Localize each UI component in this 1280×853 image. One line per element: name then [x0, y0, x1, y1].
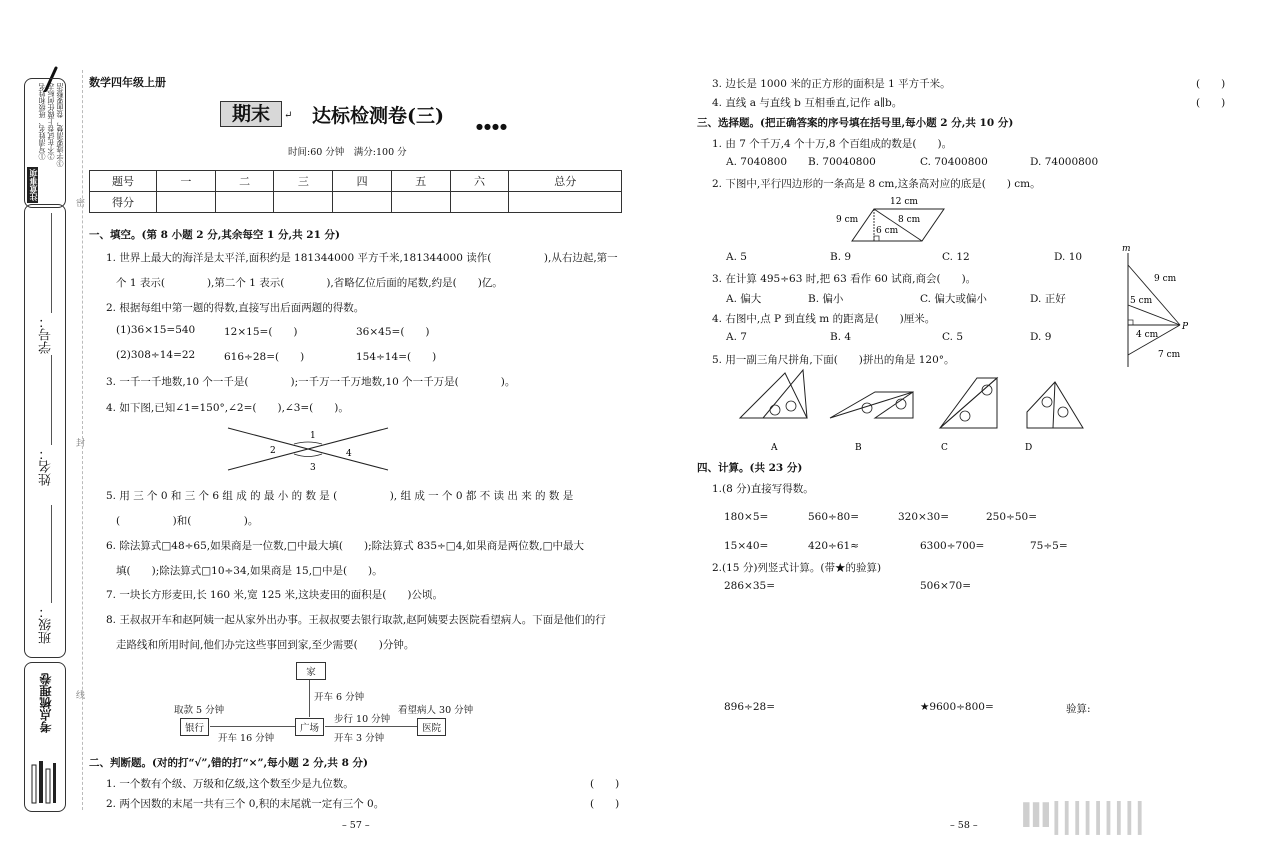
q8-line-1: 8. 王叔叔开车和赵阿姨一起从家外出办事。王叔叔要去银行取款,赵阿姨要去医院看望病人。下面是他们的行 — [106, 614, 606, 626]
choice-5: 5. 用一副三角尺拼角,下面( )拼出的角是 120°。 — [712, 354, 955, 366]
line-label-m: m — [1122, 244, 1131, 254]
route-time-bank-stay: 取款 5 分钟 — [174, 705, 225, 716]
time-info: 时间:60 分钟 满分:100 分 — [288, 147, 407, 158]
choice-3-opt-d[interactable]: D. 正好 — [1030, 293, 1066, 305]
choice-4: 4. 右图中,点 P 到直线 m 的距离是( )厘米。 — [712, 313, 936, 325]
q6-line-1: 6. 除法算式□48÷65,如果商是一位数,□中最大填( );除法算式 835÷□4,如果商是两位数,□中最大 — [106, 540, 584, 552]
angle-label-1: 1 — [310, 431, 316, 441]
judge-1-paren[interactable]: ( ) — [590, 778, 620, 790]
parallelogram-figure — [830, 193, 960, 247]
q2-row2-c: 154÷14=( ) — [356, 351, 437, 363]
triangle-rulers-figure — [735, 368, 1095, 458]
q5-line-1: 5. 用 三 个 0 和 三 个 6 组 成 的 最 小 的 数 是 ( ), 组 成 一 个 0 都 不 读 出 来 的 数 是 — [106, 490, 574, 502]
q1-line-2: 个 1 表示( ),第二个 1 表示( ),省略亿位后面的尾数,约是( )亿。 — [116, 277, 503, 289]
choice-4-opt-d[interactable]: D. 9 — [1030, 331, 1052, 343]
score-table — [89, 170, 622, 213]
route-time-bank-drive: 开车 16 分钟 — [218, 733, 275, 744]
page-title: 达标检测卷(三) — [312, 105, 444, 127]
choice-2: 2. 下图中,平行四边形的一条高是 8 cm,这条高对应的底是( ) cm。 — [712, 178, 1041, 190]
choice-3-opt-b[interactable]: B. 偏小 — [808, 293, 844, 305]
judge-2-paren[interactable]: ( ) — [590, 798, 620, 810]
route-time-drive: 开车 3 分钟 — [334, 733, 385, 744]
table-header-cell: 总分 — [509, 171, 622, 192]
pencils-icon — [29, 759, 59, 807]
table-header-cell: 题号 — [90, 171, 157, 192]
choice-5-label-a: A — [771, 443, 778, 453]
score-table-header-row — [90, 171, 622, 192]
judge-2: 2. 两个因数的末尾一共有三个 0,积的末尾就一定有三个 0。 — [106, 798, 385, 810]
table-header-cell: 一 — [157, 171, 216, 192]
line-label-4: 4 cm — [1136, 330, 1159, 340]
section-3-title: 三、选择题。(把正确答案的序号填在括号里,每小题 2 分,共 10 分) — [697, 117, 1014, 129]
table-header-cell: 六 — [450, 171, 509, 192]
choice-4-opt-b[interactable]: B. 4 — [830, 331, 852, 343]
score-cell[interactable] — [274, 192, 333, 213]
choice-1-opt-d[interactable]: D. 74000800 — [1030, 156, 1099, 168]
brand-text: 考点梳理卷 — [39, 673, 53, 733]
page-number-left: – 57 – — [342, 820, 370, 831]
choice-3: 3. 在计算 495÷63 时,把 63 看作 60 试商,商会( )。 — [712, 273, 977, 285]
cut-mark-1: 密 — [76, 199, 86, 209]
score-row-label: 得分 — [90, 192, 157, 213]
table-header-cell: 五 — [391, 171, 450, 192]
calc-2-r2-b: ★9600÷800= — [920, 701, 994, 713]
score-cell[interactable] — [450, 192, 509, 213]
student-info-box — [24, 204, 66, 658]
q2-row1-a: (1)36×15=540 — [116, 324, 196, 336]
choice-5-label-b: B — [855, 443, 862, 453]
choice-2-opt-a[interactable]: A. 5 — [726, 251, 747, 263]
notice-title: 注意事项 — [28, 169, 38, 201]
table-header-cell: 三 — [274, 171, 333, 192]
calc-1-r1-c: 320×30= — [898, 511, 949, 523]
watermark-logo: Ⅲ||||||||| — [1020, 796, 1144, 836]
judge-3-paren[interactable]: ( ) — [1196, 78, 1226, 90]
line-distance-figure — [1116, 243, 1196, 371]
section-2-title: 二、判断题。(对的打“√”,错的打“×”,每小题 2 分,共 8 分) — [89, 757, 368, 769]
route-time-walk: 步行 10 分钟 — [334, 714, 391, 725]
calc-1-r2-c: 6300÷700= — [920, 540, 985, 552]
cut-mark-3: 线 — [76, 691, 86, 701]
calc-2-r1-b: 506×70= — [920, 580, 971, 592]
calc-1-title: 1.(8 分)直接写得数。 — [712, 483, 814, 495]
para-label-9: 9 cm — [836, 215, 859, 225]
section-1-title: 一、填空。(第 8 小题 2 分,其余每空 1 分,共 21 分) — [89, 229, 341, 241]
choice-5-label-d: D — [1025, 443, 1033, 453]
choice-2-opt-b[interactable]: B. 9 — [830, 251, 852, 263]
choice-1-opt-b[interactable]: B. 70040800 — [808, 156, 876, 168]
q2-row1-b: 12×15=( ) — [224, 326, 298, 338]
score-cell[interactable] — [215, 192, 274, 213]
calc-2-r2-check: 验算: — [1066, 703, 1091, 715]
class-label: 班级： — [39, 605, 54, 644]
calc-1-r2-a: 15×40= — [724, 540, 769, 552]
angle-label-4: 4 — [346, 449, 352, 459]
q2-row2-b: 616÷28=( ) — [224, 351, 305, 363]
table-header-cell: 四 — [333, 171, 392, 192]
angle-label-3: 3 — [310, 463, 316, 473]
choice-3-opt-c[interactable]: C. 偏大或偏小 — [920, 293, 987, 305]
angle-label-2: 2 — [270, 446, 276, 456]
judge-4-paren[interactable]: ( ) — [1196, 97, 1226, 109]
choice-3-opt-a[interactable]: A. 偏大 — [726, 293, 762, 305]
title-arrow-icon: ↵ — [284, 110, 293, 121]
page-number-right: – 58 – — [950, 820, 978, 831]
title-box: 期末 — [220, 101, 282, 127]
cut-mark-2: 封 — [76, 439, 86, 449]
angle-figure — [220, 424, 400, 474]
calc-2-title: 2.(15 分)列竖式计算。(带★的验算) — [712, 562, 882, 574]
calc-1-r1-b: 560÷80= — [808, 511, 859, 523]
choice-4-opt-a[interactable]: A. 7 — [726, 331, 747, 343]
choice-2-opt-d[interactable]: D. 10 — [1054, 251, 1083, 263]
brand-box — [24, 662, 66, 812]
route-hospital: 医院 — [417, 718, 446, 736]
calc-1-r1-a: 180×5= — [724, 511, 769, 523]
judge-4: 4. 直线 a 与直线 b 互相垂直,记作 a∥b。 — [712, 97, 903, 109]
notice-1: ①写清姓名、班级和姓名 — [38, 83, 46, 160]
line-label-5: 5 cm — [1130, 296, 1153, 306]
q2-row1-c: 36×45=( ) — [356, 326, 430, 338]
choice-1-opt-a[interactable]: A. 7040800 — [726, 156, 788, 168]
calc-1-r1-d: 250÷50= — [986, 511, 1037, 523]
table-header-cell: 二 — [215, 171, 274, 192]
section-4-title: 四、计算。(共 23 分) — [697, 462, 803, 474]
title-dots-icon: ●●●● — [476, 122, 508, 131]
calc-1-r2-b: 420÷61≈ — [808, 540, 859, 552]
judge-3: 3. 边长是 1000 米的正方形的面积是 1 平方千米。 — [712, 78, 951, 90]
route-square: 广场 — [295, 718, 324, 736]
notice-3: ③字迹要清楚，卷面要整洁 — [56, 83, 64, 167]
score-cell[interactable] — [157, 192, 216, 213]
notice-2: ②不在试卷上做任何标志 — [47, 83, 55, 160]
q7-text: 7. 一块长方形麦田,长 160 米,宽 125 米,这块麦田的面积是( )公顷。 — [106, 589, 443, 601]
name-label: 姓名： — [39, 447, 54, 486]
id-label: 学号： — [39, 315, 54, 354]
choice-2-opt-c[interactable]: C. 12 — [942, 251, 970, 263]
calc-1-r2-d: 75÷5= — [1030, 540, 1068, 552]
para-label-8: 8 cm — [898, 215, 921, 225]
score-cell[interactable] — [333, 192, 392, 213]
book-header: 数学四年级上册 — [89, 76, 166, 89]
calc-2-r2-a: 896÷28= — [724, 701, 775, 713]
q8-line-2: 走路线和所用时间,他们办完这些事回到家,至少需要( )分钟。 — [116, 639, 415, 651]
choice-1-opt-c[interactable]: C. 70400800 — [920, 156, 988, 168]
choice-5-label-c: C — [941, 443, 948, 453]
calc-2-r1-a: 286×35= — [724, 580, 775, 592]
choice-1: 1. 由 7 个千万,4 个十万,8 个百组成的数是( )。 — [712, 138, 953, 150]
para-label-12: 12 cm — [890, 197, 918, 207]
q3-text: 3. 一千一千地数,10 个一千是( );一千万一千万地数,10 个一千万是( )。 — [106, 376, 516, 388]
score-cell[interactable] — [509, 192, 622, 213]
score-table-row — [90, 192, 622, 213]
q6-line-2: 填( );除法算式□10÷34,如果商是 15,□中是( )。 — [116, 565, 383, 577]
q5-line-2: ( )和( )。 — [116, 515, 259, 527]
score-cell[interactable] — [391, 192, 450, 213]
judge-1: 1. 一个数有个级、万级和亿级,这个数至少是九位数。 — [106, 778, 354, 790]
q1-line-1: 1. 世界上最大的海洋是太平洋,面积约是 181344000 平方千米,181344000 读作( ),从右边起,第一 — [106, 252, 618, 264]
para-label-6: 6 cm — [876, 226, 899, 236]
choice-4-opt-c[interactable]: C. 5 — [942, 331, 964, 343]
q2-row2-a: (2)308÷14=22 — [116, 349, 196, 361]
q2-text: 2. 根据每组中第一题的得数,直接写出后面两题的得数。 — [106, 302, 365, 314]
route-home: 家 — [296, 662, 326, 680]
route-time-home: 开车 6 分钟 — [314, 692, 365, 703]
line-label-7: 7 cm — [1158, 350, 1181, 360]
q4-text: 4. 如下图,已知∠1=150°,∠2=( ),∠3=( )。 — [106, 402, 349, 414]
route-bank: 银行 — [180, 718, 209, 736]
line-label-9: 9 cm — [1154, 274, 1177, 284]
line-label-p: P — [1182, 322, 1189, 332]
route-time-hospital-stay: 看望病人 30 分钟 — [398, 705, 474, 716]
binding-strip — [16, 66, 68, 811]
notice-box — [24, 78, 66, 208]
